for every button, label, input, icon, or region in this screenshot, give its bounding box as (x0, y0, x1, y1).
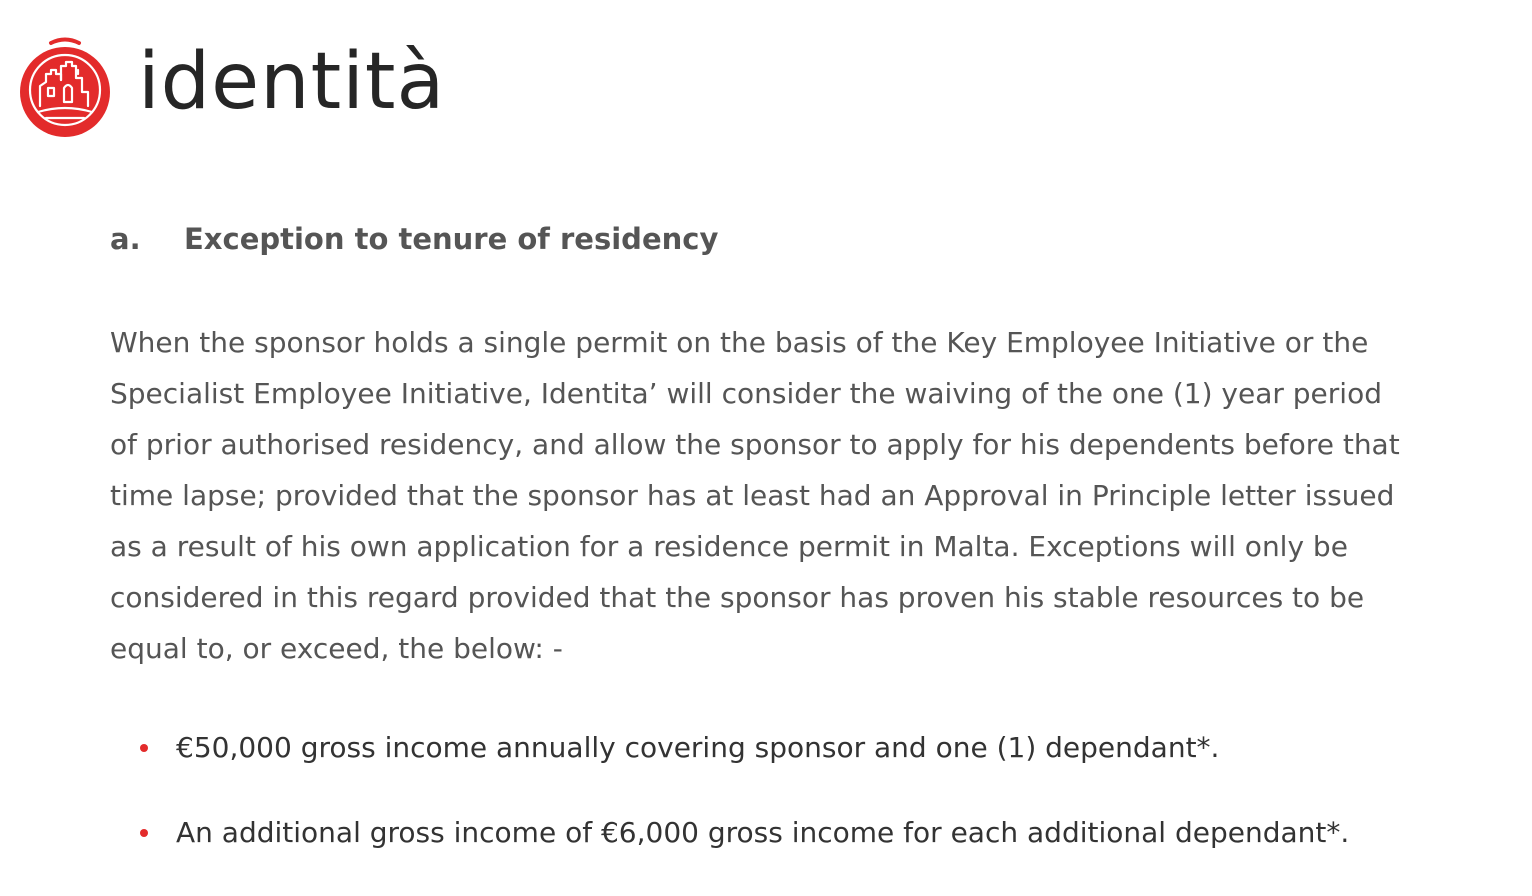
section-heading (110, 222, 718, 256)
identita-logo-icon (18, 30, 112, 138)
paragraph-line: of prior authorised residency, and allow the sponsor to apply for his dependents before that (110, 428, 1400, 461)
paragraph-line: When the sponsor holds a single permit on the basis of the Key Employee Initiative or the (110, 326, 1369, 359)
section-title: Exception to tenure of residency (184, 222, 719, 256)
bullet-dot-icon (140, 744, 148, 752)
list-item (136, 807, 1349, 858)
paragraph-line: time lapse; provided that the sponsor has at least had an Approval in Principle letter issued (110, 479, 1395, 512)
brand-wordmark: identità (138, 37, 446, 127)
bullet-text: An additional gross income of €6,000 gross income for each additional dependant*. (176, 816, 1350, 849)
header (18, 30, 445, 138)
list-item (136, 722, 1349, 773)
section-marker: a. (110, 222, 141, 256)
bullet-text: €50,000 gross income annually covering sponsor and one (1) dependant*. (176, 731, 1220, 764)
paragraph-line: Specialist Employee Initiative, Identita’ will consider the waiving of the one (1) year period (110, 377, 1382, 410)
paragraph-line: as a result of his own application for a residence permit in Malta. Exceptions will only be (110, 530, 1348, 563)
paragraph-line: considered in this regard provided that the sponsor has proven his stable resources to be (110, 581, 1365, 614)
paragraph-line: equal to, or exceed, the below: - (110, 632, 563, 665)
bullet-dot-icon (140, 829, 148, 837)
income-bullet-list (136, 722, 1349, 892)
body-paragraph (110, 317, 1530, 674)
